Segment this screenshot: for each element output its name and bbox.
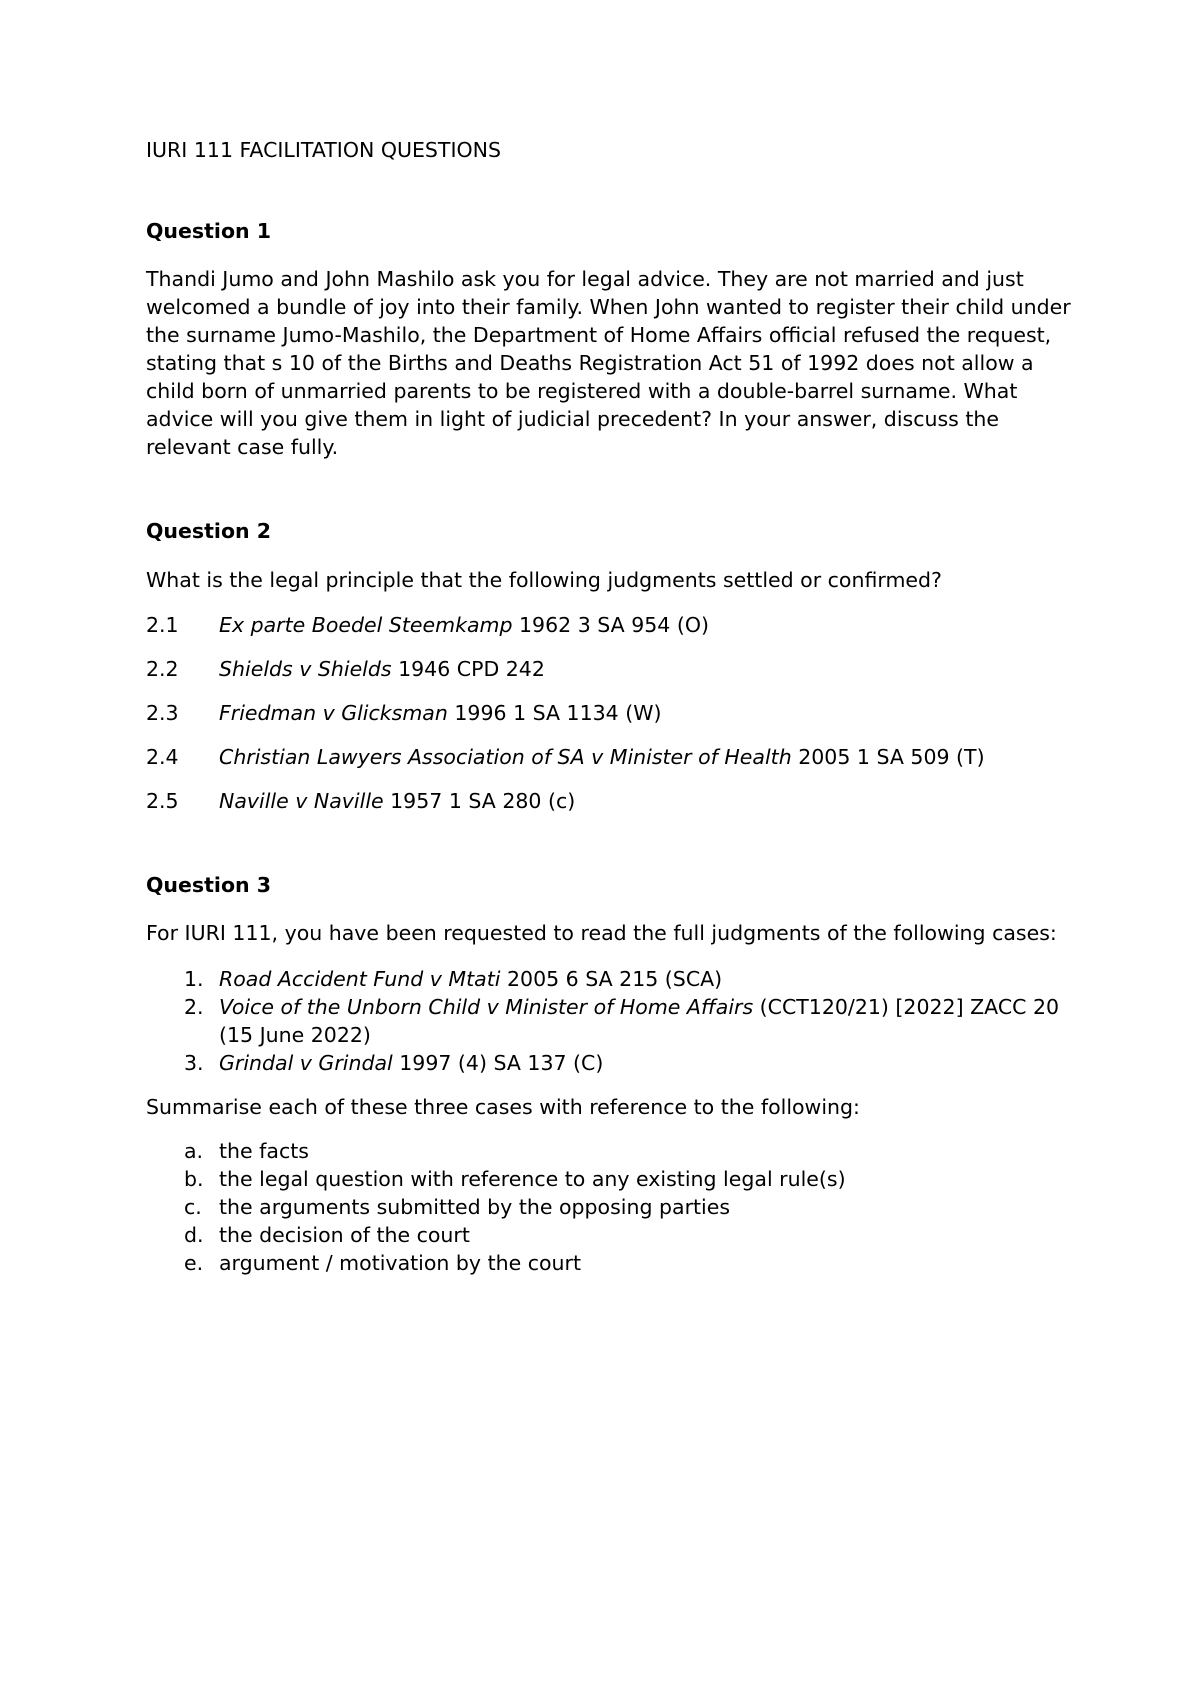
question-2-section bbox=[146, 521, 1076, 815]
case-number: 2.2 bbox=[146, 656, 179, 681]
case-name: Grindal v Grindal bbox=[219, 1051, 393, 1075]
question-2-prompt: What is the legal principle that the following judgments settled or confirmed? bbox=[146, 567, 942, 592]
case-reference bbox=[219, 655, 545, 683]
question-3-prompt: For IURI 111, you have been requested to read the full judgments of the following cases: bbox=[146, 921, 1057, 945]
point-marker: a. bbox=[184, 1139, 204, 1163]
numbered-case-item bbox=[146, 965, 1076, 993]
question-3-case-list bbox=[146, 965, 1076, 1077]
case-reference bbox=[219, 611, 709, 639]
case-item bbox=[146, 743, 1076, 771]
case-citation: 1957 1 SA 280 (c) bbox=[383, 788, 576, 813]
question-1-body: Thandi Jumo and John Mashilo ask you for legal advice. They are not married and just welcomed a bundle of joy into their family. When John wanted to register their child under the surname Jumo-Mashilo, the Department of Home Affairs official refused the request, stating that s 10 of the Births and Deaths Registration Act 51 of 1992 does not allow a child born of unmarried parents to be registered with a double-barrel surname. What advice will you give them in light of judicial precedent? In your answer, discuss the relevant case fully. bbox=[146, 267, 1071, 459]
summary-points-list bbox=[146, 1137, 1076, 1277]
case-name: Naville v Naville bbox=[219, 788, 384, 813]
summary-point bbox=[146, 1137, 1076, 1165]
summary-point bbox=[146, 1221, 1076, 1249]
question-3-instruction: Summarise each of these three cases with reference to the following: bbox=[146, 1095, 860, 1119]
case-item bbox=[146, 611, 1076, 639]
case-item bbox=[146, 655, 1076, 683]
summary-point bbox=[146, 1249, 1076, 1277]
numbered-case-item bbox=[146, 993, 1076, 1049]
case-reference bbox=[219, 699, 662, 727]
question-2-heading: Question 2 bbox=[146, 519, 272, 543]
case-reference bbox=[219, 743, 985, 771]
case-number: 2.3 bbox=[146, 700, 179, 725]
point-marker: b. bbox=[184, 1167, 204, 1191]
case-citation: 1962 3 SA 954 (O) bbox=[512, 612, 709, 637]
case-item bbox=[146, 787, 1076, 815]
question-2-case-list bbox=[146, 611, 1076, 815]
case-item bbox=[146, 699, 1076, 727]
summary-point bbox=[146, 1193, 1076, 1221]
point-marker: d. bbox=[184, 1223, 204, 1247]
case-name: Ex parte Boedel Steemkamp bbox=[219, 612, 513, 637]
point-text: the facts bbox=[219, 1139, 309, 1163]
case-reference bbox=[219, 787, 575, 815]
case-name: Shields v Shields bbox=[219, 656, 392, 681]
summary-point bbox=[146, 1165, 1076, 1193]
case-name: Friedman v Glicksman bbox=[219, 700, 448, 725]
question-1-heading: Question 1 bbox=[146, 218, 272, 243]
list-number: 1. bbox=[184, 967, 204, 991]
case-citation: 2005 1 SA 509 (T) bbox=[791, 744, 985, 769]
document-page bbox=[146, 140, 1076, 1277]
case-citation: (CCT120/21) [2022] ZACC 20 (15 June 2022) bbox=[219, 995, 1060, 1047]
list-number: 2. bbox=[184, 995, 204, 1019]
document-title: IURI 111 FACILITATION QUESTIONS bbox=[146, 138, 501, 162]
question-3-section bbox=[146, 872, 1076, 1278]
case-number: 2.5 bbox=[146, 788, 179, 813]
point-text: the legal question with reference to any existing legal rule(s) bbox=[219, 1167, 846, 1191]
point-marker: e. bbox=[184, 1251, 204, 1275]
case-citation: 1997 (4) SA 137 (C) bbox=[392, 1051, 604, 1075]
case-citation: 1946 CPD 242 bbox=[391, 656, 545, 681]
list-number: 3. bbox=[184, 1051, 204, 1075]
case-number: 2.1 bbox=[146, 612, 179, 637]
case-number: 2.4 bbox=[146, 744, 179, 769]
case-name: Voice of the Unborn Child v Minister of Home Affairs bbox=[219, 995, 754, 1019]
case-reference bbox=[219, 965, 1076, 993]
case-reference bbox=[219, 1049, 1076, 1077]
point-text: the decision of the court bbox=[219, 1223, 470, 1247]
case-name: Christian Lawyers Association of SA v Minister of Health bbox=[219, 744, 792, 769]
case-name: Road Accident Fund v Mtati bbox=[219, 967, 501, 991]
case-citation: 1996 1 SA 1134 (W) bbox=[447, 700, 662, 725]
numbered-case-item bbox=[146, 1049, 1076, 1077]
case-reference bbox=[219, 993, 1076, 1049]
point-marker: c. bbox=[184, 1195, 202, 1219]
case-citation: 2005 6 SA 215 (SCA) bbox=[500, 967, 723, 991]
question-1-section bbox=[146, 218, 1076, 462]
point-text: argument / motivation by the court bbox=[219, 1251, 582, 1275]
question-3-heading: Question 3 bbox=[146, 872, 272, 897]
point-text: the arguments submitted by the opposing parties bbox=[219, 1195, 731, 1219]
